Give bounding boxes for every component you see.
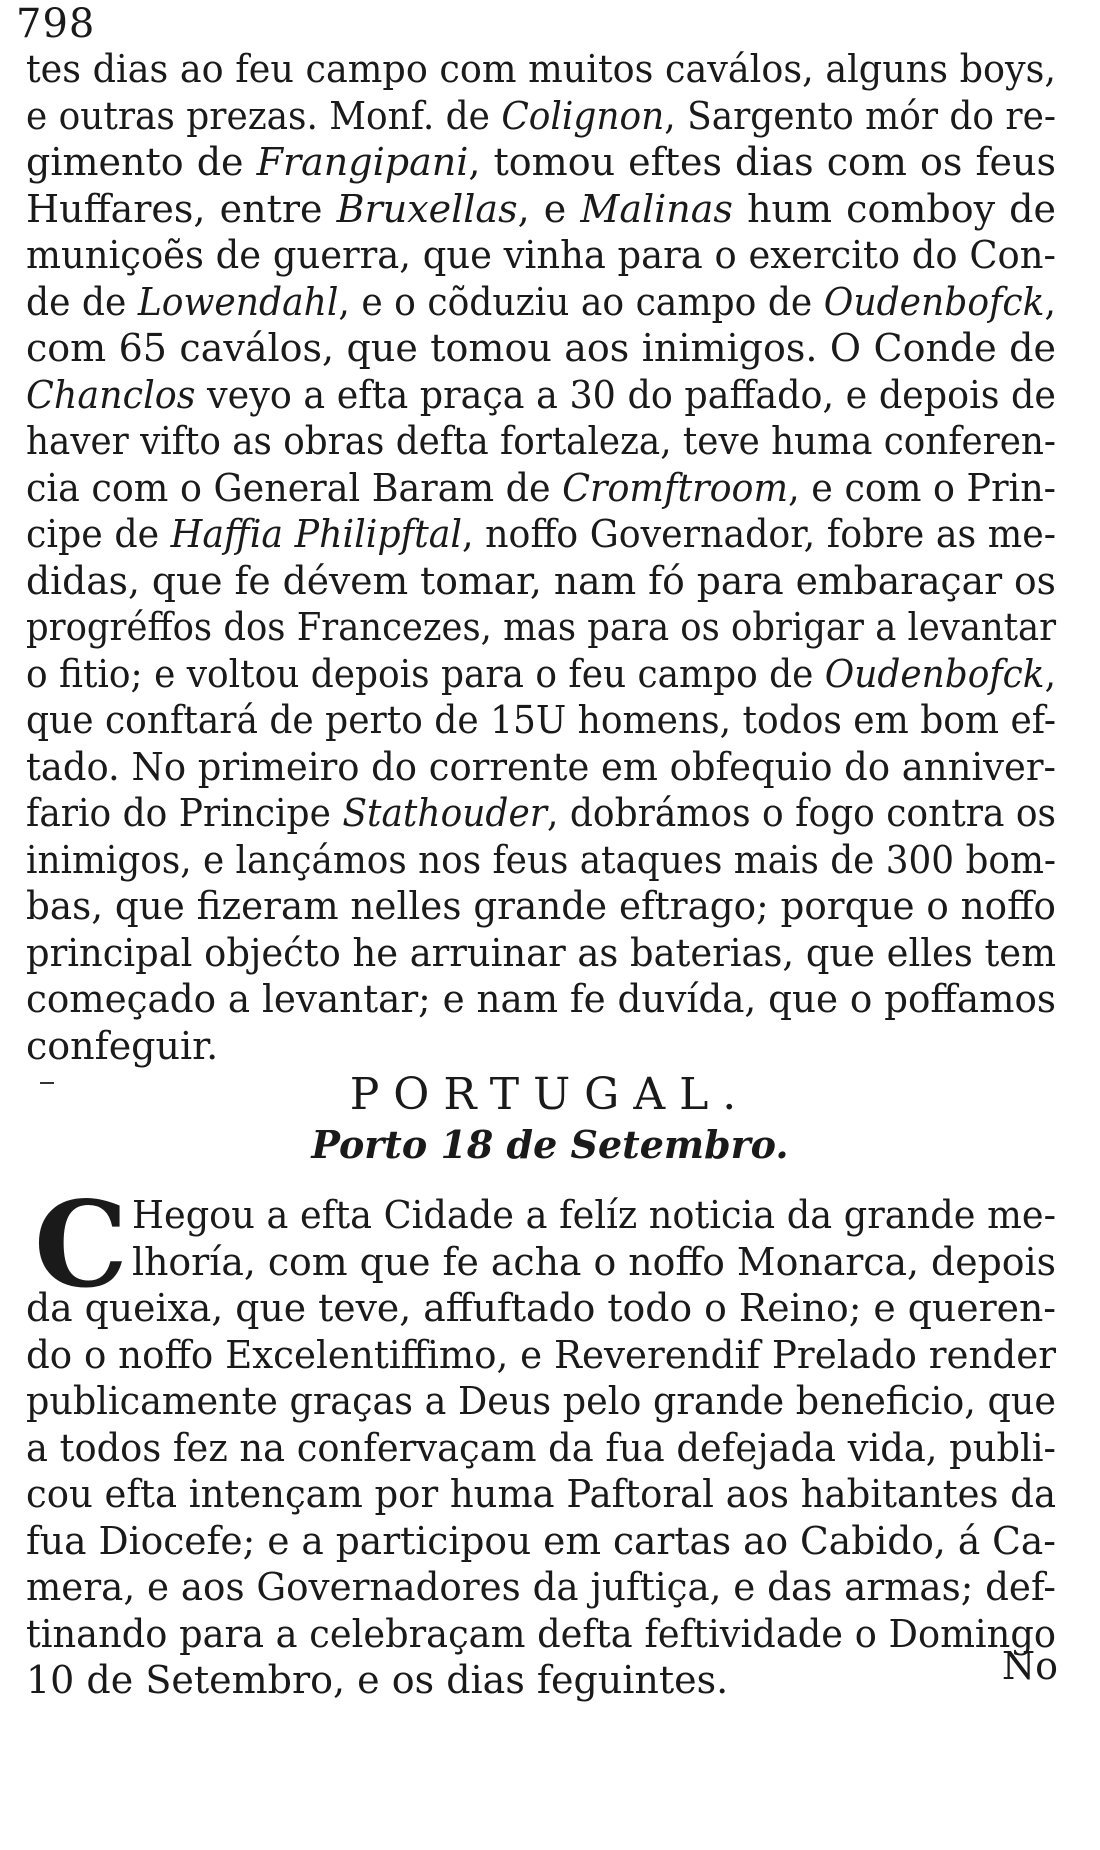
italic-text: Cromftroom: [562, 465, 789, 510]
text-line: [26, 930, 1056, 977]
text-line: [26, 1657, 1056, 1704]
drop-cap: C: [34, 1175, 128, 1314]
text-line: [26, 1471, 1056, 1518]
text-segment: , dobrámos o fogo contra os: [546, 791, 1056, 835]
text-segment: veyo a efta praça a 30 do paffado, e depois de: [195, 372, 1057, 417]
italic-text: Malinas: [580, 186, 733, 231]
text-segment: Huffares, entre: [26, 186, 337, 231]
text-segment: lhoría, com que fe acha o noffo Monarca, depois: [132, 1239, 1056, 1284]
text-segment: da queixa, que teve, affuftado todo o Reino; e queren-: [26, 1286, 1056, 1330]
text-segment: , Sargento mór do re-: [664, 93, 1056, 138]
text-segment: cipe de: [26, 512, 171, 556]
text-line: [26, 1518, 1056, 1565]
text-segment: a todos fez na confervaçam da fua defejada vida, publi-: [26, 1425, 1056, 1470]
text-segment: progréffos dos Francezes, mas para os obrigar a levantar: [26, 605, 1056, 649]
italic-text: Chanclos: [26, 372, 196, 417]
text-line: [26, 1023, 1056, 1070]
text-segment: mera, e aos Governadores da juftiça, e das armas; def-: [26, 1565, 1056, 1609]
italic-text: Haffia Philipftal: [170, 512, 463, 556]
text-segment: tes dias ao feu campo com muitos caválos, alguns boys,: [26, 47, 1056, 91]
text-segment: e outras prezas. Monf. de: [26, 93, 502, 138]
text-line: [26, 976, 1056, 1023]
text-segment: , e o cõduziu ao campo de: [338, 279, 824, 324]
text-line: [26, 511, 1056, 558]
text-segment: de de: [26, 279, 138, 324]
text-line: [26, 651, 1056, 698]
text-segment: cia com o General Baram de: [26, 465, 563, 510]
text-line: [26, 558, 1056, 605]
text-segment: principal objećto he arruinar as baterias, que elles tem: [26, 930, 1056, 975]
text-segment: tado. No primeiro do corrente em obfequio do anniver-: [26, 744, 1056, 789]
text-segment: bas, que fizeram nelles grande eftrago; porque o noffo: [26, 884, 1056, 928]
text-segment: começado a levantar; e nam fe duvída, que o poffamos: [26, 977, 1056, 1021]
text-line: [26, 465, 1056, 512]
bottom-paragraph: [26, 1192, 1056, 1704]
catchword: No: [1001, 1644, 1058, 1688]
text-line: [26, 1332, 1056, 1379]
italic-text: Lowendahl: [137, 279, 339, 324]
text-segment: cou efta intençam por huma Paftoral aos habitantes da: [26, 1472, 1056, 1516]
text-line: [26, 883, 1056, 930]
text-line: [26, 93, 1056, 140]
text-line: [132, 1192, 1056, 1239]
text-line: [26, 232, 1056, 279]
page-number: 798: [16, 1, 96, 47]
italic-text: Oudenbofck: [823, 279, 1045, 324]
text-segment: ,: [1044, 279, 1056, 324]
text-line: [26, 1564, 1056, 1611]
text-segment: , tomou eftes dias com os feus: [468, 140, 1057, 184]
text-segment: fua Diocefe; e a participou em cartas ao Cabido, á Ca-: [26, 1518, 1056, 1563]
italic-text: Stathouder: [342, 791, 547, 835]
text-segment: , e com o Prin-: [788, 465, 1056, 510]
text-line: [26, 325, 1056, 372]
italic-text: Bruxellas: [336, 186, 518, 231]
text-line: [26, 837, 1056, 884]
text-segment: gimento de: [26, 140, 257, 184]
text-segment: hum comboy de: [732, 186, 1056, 231]
italic-text: Colignon: [501, 93, 665, 138]
text-segment: haver vifto as obras defta fortaleza, teve huma conferen-: [26, 419, 1056, 463]
text-segment: didas, que fe dévem tomar, nam fó para embaraçar os: [26, 558, 1056, 603]
text-line: [26, 186, 1056, 233]
text-segment: que conftará de perto de 15U homens, todos em bom ef-: [26, 698, 1056, 742]
text-line: [26, 1425, 1056, 1472]
text-line: [26, 697, 1056, 744]
text-line: [26, 279, 1056, 326]
text-line: [132, 1239, 1056, 1286]
text-segment: tinando para a celebraçam defta feftividade o Domingo: [26, 1611, 1056, 1656]
text-segment: inimigos, e lançámos nos feus ataques mais de 300 bom-: [26, 837, 1056, 882]
text-segment: muniçoẽs de guerra, que vinha para o exercito do Con-: [26, 233, 1056, 277]
text-line: [26, 604, 1056, 651]
text-line: [26, 790, 1056, 837]
top-paragraph: [26, 46, 1056, 1069]
text-segment: publicamente graças a Deus pelo grande beneficio, que: [26, 1379, 1056, 1423]
text-line: [26, 418, 1056, 465]
text-segment: o fitio; e voltou depois para o feu campo de: [26, 651, 825, 696]
text-segment: com 65 caválos, que tomou aos inimigos. O Conde de: [26, 326, 1056, 370]
text-segment: do o noffo Excelentiffimo, e Reverendif Prelado render: [26, 1332, 1056, 1377]
text-line: [26, 744, 1056, 791]
text-line: [26, 46, 1056, 93]
text-line: [26, 139, 1056, 186]
text-segment: 10 de Setembro, e os dias feguintes.: [26, 1658, 729, 1702]
section-subtitle: Porto 18 de Setembro.: [311, 1122, 789, 1167]
text-segment: Hegou a efta Cidade a felíz noticia da grande me-: [132, 1193, 1056, 1237]
text-line: [26, 1378, 1056, 1425]
italic-text: Oudenbofck: [824, 651, 1045, 696]
text-segment: fario do Principe: [26, 791, 343, 835]
section-title: PORTUGAL.: [349, 1069, 751, 1120]
text-line: [26, 1611, 1056, 1658]
text-line: [26, 372, 1056, 419]
text-segment: confeguir.: [26, 1023, 219, 1068]
text-segment: , e: [517, 186, 581, 231]
text-line: [26, 1285, 1056, 1332]
text-segment: , noffo Governador, fobre as me-: [462, 512, 1057, 556]
text-segment: ,: [1044, 651, 1056, 696]
italic-text: Frangipani: [256, 140, 469, 184]
